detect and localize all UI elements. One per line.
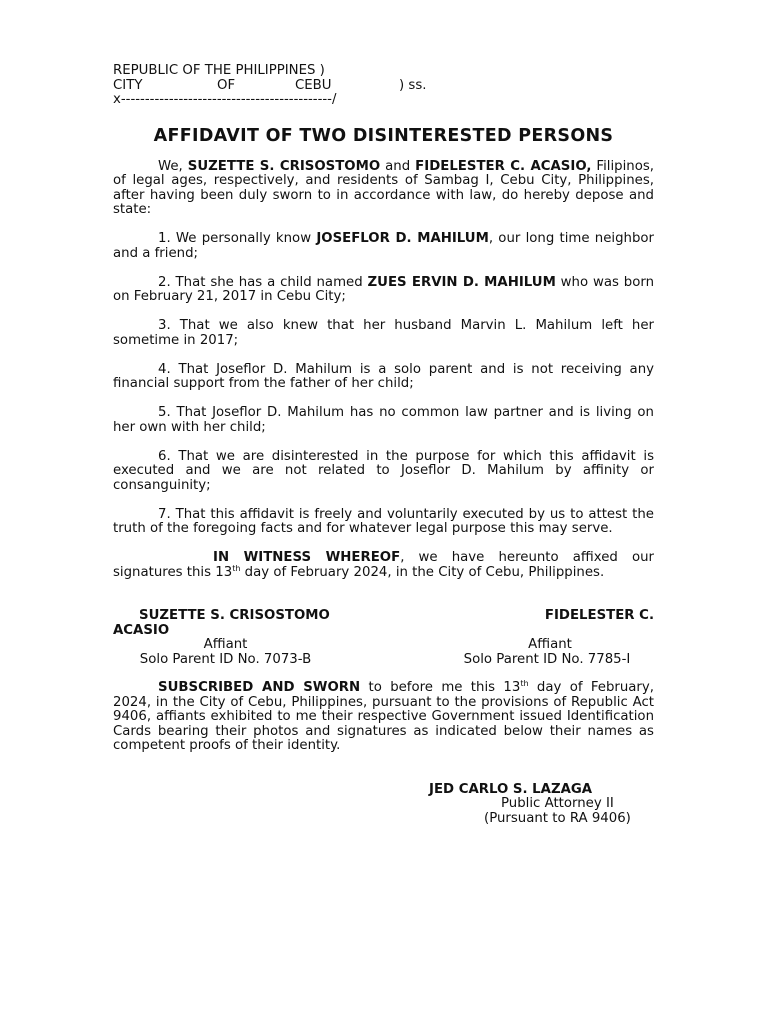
witness-paragraph: IN WITNESS WHEREOF, we have hereunto affixed our signatures this 13th day of February 2024, in the City of Cebu, Philippines. [113, 550, 655, 580]
jurat-heading: SUBSCRIBED AND SWORN [158, 680, 361, 695]
caption-republic: REPUBLIC OF THE PHILIPPINES ) [113, 63, 325, 78]
signature-name-left: SUZETTE S. CRISOSTOMO [139, 608, 330, 623]
child-name: ZUES ERVIN D. MAHILUM [367, 274, 556, 290]
subject-name: JOSEFLOR D. MAHILUM [316, 231, 489, 246]
signature-role-right: Affiant [528, 637, 572, 652]
item-4: 4. That Joseflor D. Mahilum is a solo parent and is not receiving any financial support from the father of her child; [113, 361, 654, 391]
affidavit-page [113, 64, 654, 843]
affiant-name-1: SUZETTE S. CRISOSTOMO [187, 158, 381, 174]
caption-divider: x--------------------------------------------/ [113, 92, 337, 107]
signature-role-left: Affiant [203, 637, 248, 652]
jurat-paragraph: SUBSCRIBED AND SWORN to before me this 13th day of February, 2024, in the City of Cebu, Philippines, pursuant to the provisions of Republic Act 9406, affiants exhibited to me their respective Government issued Identification Cards bearing their photos and signatures as indicated below their names as competent proofs of their identity. [113, 679, 654, 753]
notary-title: Public Attorney II [501, 796, 614, 811]
intro-paragraph: We, SUZETTE S. CRISOSTOMO and FIDELESTER C. ACASIO, Filipinos, of legal ages, respectively, and residents of Sambag I, Cebu City, Philippines, after having been duly sworn to in accordance with law, do hereby depose and state: [113, 158, 655, 217]
caption-ss: ) ss. [399, 77, 427, 93]
signature-roles [113, 638, 654, 653]
item-3: 3. That we also knew that her husband Marvin L. Mahilum left her sometime in 2017; [113, 318, 654, 348]
caption-of: OF [217, 77, 236, 93]
case-caption [113, 64, 654, 108]
caption-cebu: CEBU [295, 77, 332, 93]
signature-name-right: FIDELESTER C. [544, 608, 654, 623]
affiant-name-2: FIDELESTER C. ACASIO, [415, 158, 592, 174]
caption-city-line [113, 79, 654, 94]
signature-names [113, 609, 654, 624]
document-title: AFFIDAVIT OF TWO DISINTERESTED PERSONS [153, 125, 614, 146]
caption-city: CITY [113, 77, 143, 93]
witness-heading: IN WITNESS WHEREOF [213, 550, 401, 565]
signature-id-right: Solo Parent ID No. 7785-I [463, 651, 631, 667]
item-2: 2. That she has a child named ZUES ERVIN D. MAHILUM who was born on February 21, 2017 in Cebu City; [113, 274, 655, 304]
item-6: 6. That we are disinterested in the purpose for which this affidavit is executed and we are not related to Joseflor D. Mahilum by affinity or consanguinity; [113, 448, 654, 493]
signature-ids [113, 653, 654, 668]
notary-block [113, 783, 654, 843]
item-7: 7. That this affidavit is freely and voluntarily executed by us to attest the truth of the foregoing facts and for whatever legal purpose this may serve. [113, 506, 654, 536]
signature-block [113, 609, 654, 667]
notary-basis: (Pursuant to RA 9406) [484, 810, 631, 826]
notary-name: JED CARLO S. LAZAGA [429, 781, 593, 797]
item-1: 1. We personally know JOSEFLOR D. MAHILUM, our long time neighbor and a friend; [113, 231, 654, 261]
signature-id-left: Solo Parent ID No. 7073-B [139, 651, 312, 667]
item-5: 5. That Joseflor D. Mahilum has no common law partner and is living on her own with her child; [113, 405, 654, 435]
signature-name-right-cont: ACASIO [113, 622, 170, 638]
